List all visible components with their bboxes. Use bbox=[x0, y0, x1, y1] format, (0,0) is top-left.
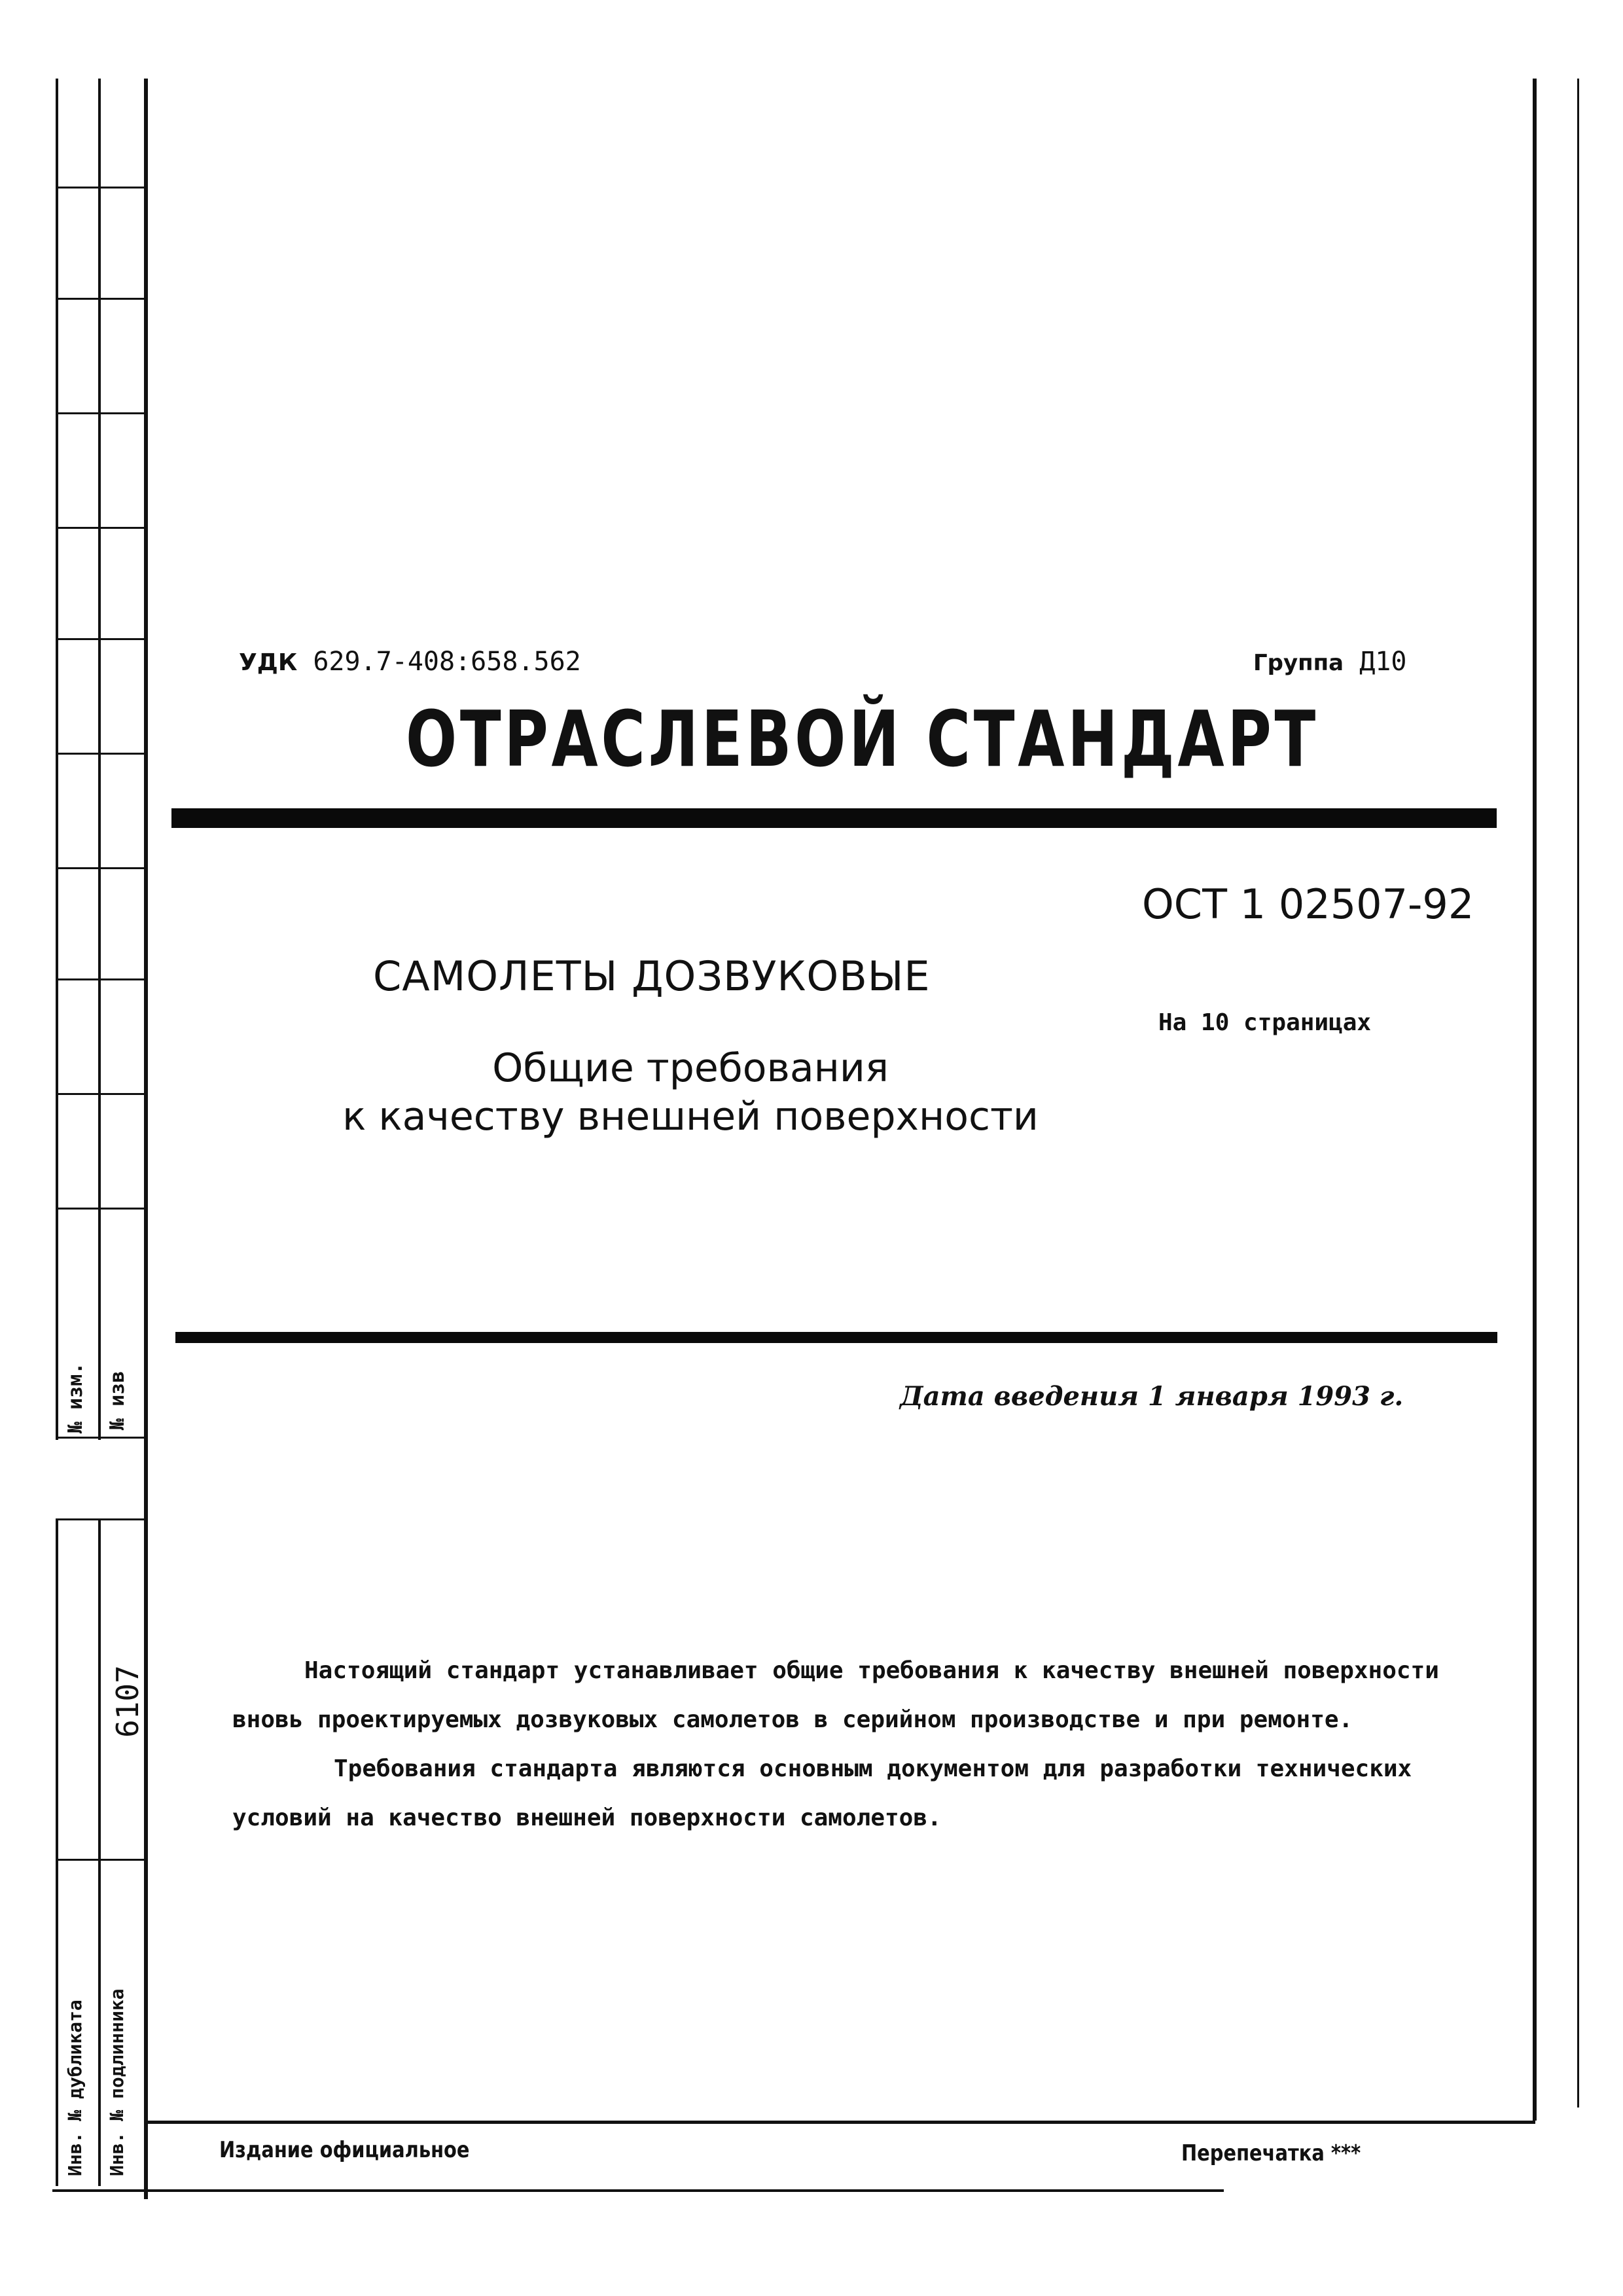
strip-cell bbox=[56, 1093, 147, 1095]
strip-cell bbox=[56, 1518, 147, 1520]
document-subtitle bbox=[275, 1044, 1106, 1141]
strip-cell bbox=[56, 412, 147, 414]
official-edition-note: Издание официальное bbox=[219, 2137, 470, 2163]
paragraph: Настоящий стандарт устанавливает общие требования к качеству внешней поверхности вновь проектируемых дозвуковых самолетов в серийном производстве и при ремонте. bbox=[232, 1657, 1439, 1733]
bottom-rule bbox=[52, 2189, 1224, 2192]
frame-right-outer-line bbox=[1577, 79, 1579, 2108]
udk-value: 629.7-408:658.562 bbox=[313, 647, 581, 677]
izv-label: № изв bbox=[106, 1371, 129, 1430]
orig-label: Инв. № подлинника bbox=[106, 1988, 128, 2176]
strip-cell bbox=[56, 638, 147, 640]
strip-cell bbox=[56, 1859, 147, 1861]
subtitle-line-1: Общие требования bbox=[492, 1045, 889, 1091]
strip-cell bbox=[56, 867, 147, 869]
strip-cell bbox=[56, 527, 147, 529]
strip-cell bbox=[56, 978, 147, 980]
standard-number: ОСТ 1 02507-92 bbox=[1142, 880, 1474, 928]
body-text bbox=[232, 1646, 1463, 1842]
strip-outer-line bbox=[56, 79, 58, 1440]
strip-middle-line bbox=[98, 79, 101, 1440]
udk-prefix: УДК bbox=[239, 649, 298, 676]
strip-cell bbox=[56, 1437, 147, 1439]
subtitle-line-2: к качеству внешней поверхности bbox=[342, 1094, 1039, 1139]
page-count: На 10 страницах bbox=[1158, 1009, 1372, 1036]
title-bar bbox=[171, 808, 1497, 828]
group-code bbox=[1253, 647, 1406, 677]
dup-label: Инв. № дубликата bbox=[64, 2000, 86, 2176]
frame-left-line bbox=[144, 79, 148, 2199]
document-title: САМОЛЕТЫ ДОЗВУКОВЫЕ bbox=[373, 952, 931, 1000]
inv-number: 6107 bbox=[110, 1665, 145, 1738]
reprint-note: Перепечатка *** bbox=[1181, 2140, 1361, 2166]
introduction-date: Дата введения 1 января 1993 г. bbox=[900, 1381, 1404, 1412]
strip-lower-outer-line bbox=[56, 1518, 58, 2186]
separator-bar bbox=[175, 1332, 1497, 1343]
paragraph: Требования стандарта являются основным документом для разработки технических условий на качество внешней поверхности самолетов. bbox=[232, 1755, 1412, 1831]
strip-cell bbox=[56, 187, 147, 188]
strip-cell bbox=[56, 753, 147, 755]
strip-cell bbox=[56, 298, 147, 300]
frame-right-line bbox=[1533, 79, 1537, 2121]
strip-cell bbox=[56, 1208, 147, 1210]
group-value: Д10 bbox=[1359, 647, 1407, 677]
udk-code bbox=[239, 647, 581, 677]
page-title: ОТРАСЛЕВОЙ СТАНДАРТ bbox=[406, 694, 1319, 784]
strip-lower-middle-line bbox=[98, 1518, 101, 2186]
group-prefix: Группа bbox=[1253, 650, 1344, 676]
izm-label: № изм. bbox=[64, 1362, 87, 1433]
footer-rule bbox=[148, 2121, 1535, 2124]
